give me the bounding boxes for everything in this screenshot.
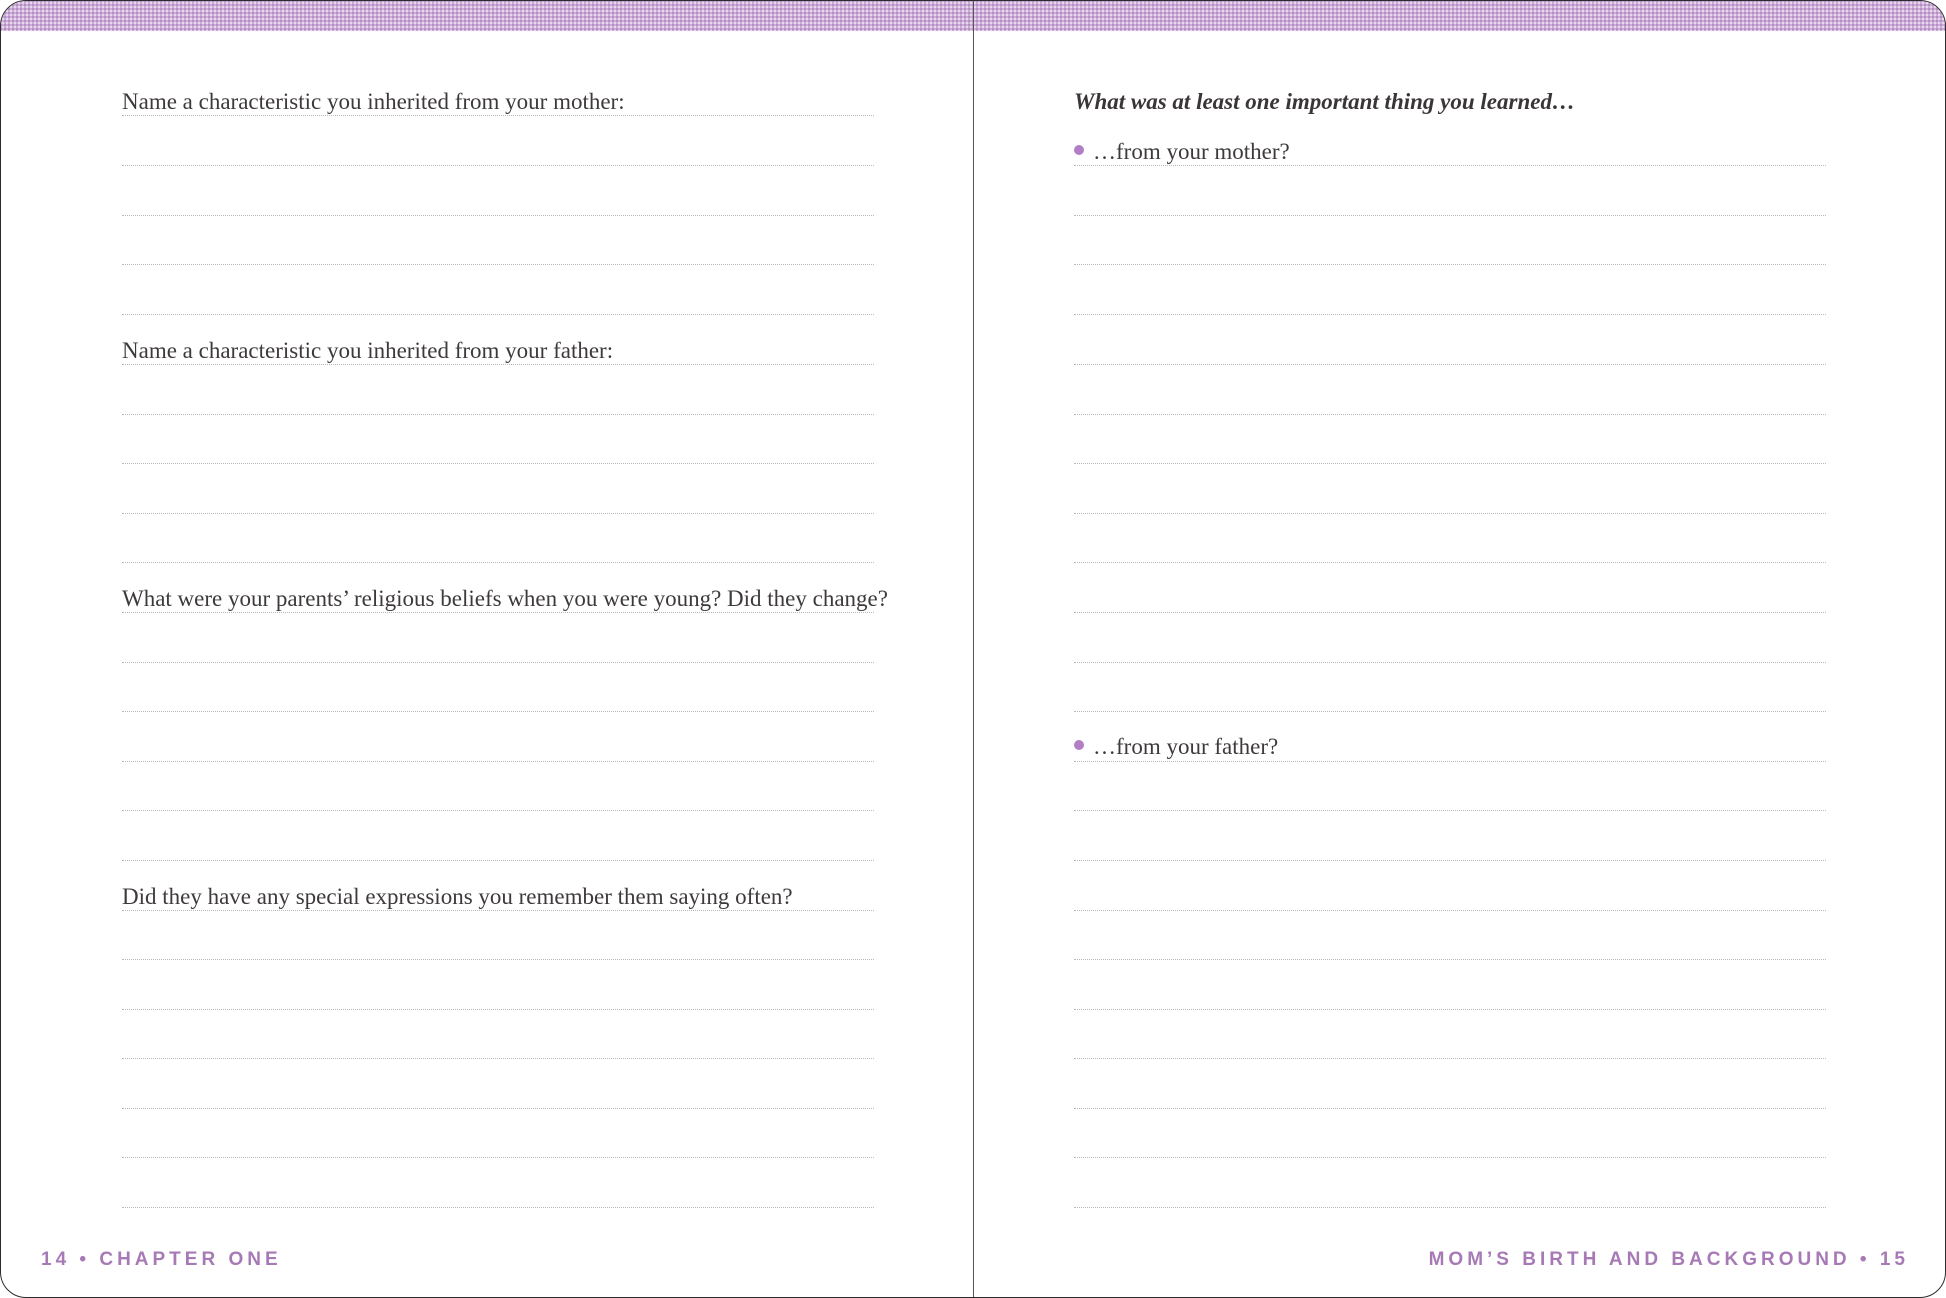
writing-line[interactable] (1074, 860, 1826, 861)
writing-line[interactable] (1074, 1108, 1826, 1109)
writing-line[interactable] (122, 910, 874, 911)
writing-line[interactable] (122, 513, 874, 514)
left-page-footer: 14 • CHAPTER ONE (41, 1249, 282, 1270)
writing-line[interactable] (122, 662, 874, 663)
left-page (122, 1, 888, 1297)
writing-line[interactable] (122, 463, 874, 464)
writing-line[interactable] (1074, 1009, 1826, 1010)
writing-line[interactable] (122, 165, 874, 166)
writing-line[interactable] (1074, 562, 1826, 563)
writing-line[interactable] (1074, 264, 1826, 265)
writing-line[interactable] (122, 612, 874, 613)
writing-line[interactable] (1074, 612, 1826, 613)
bullet-label: …from your father? (1093, 734, 1279, 759)
page-gutter (973, 1, 974, 1297)
bullet-dot-icon (1074, 740, 1084, 750)
writing-line[interactable] (1074, 463, 1826, 464)
writing-line[interactable] (122, 264, 874, 265)
writing-line[interactable] (1074, 662, 1826, 663)
writing-line[interactable] (1074, 1207, 1826, 1208)
writing-line[interactable] (122, 1157, 874, 1158)
writing-line[interactable] (122, 364, 874, 365)
writing-line[interactable] (122, 1207, 874, 1208)
writing-line[interactable] (1074, 810, 1826, 811)
writing-line[interactable] (1074, 364, 1826, 365)
writing-line[interactable] (1074, 910, 1826, 911)
writing-line[interactable] (1074, 1058, 1826, 1059)
writing-line[interactable] (1074, 314, 1826, 315)
writing-line[interactable] (1074, 1157, 1826, 1158)
writing-line[interactable] (122, 711, 874, 712)
writing-line[interactable] (1074, 959, 1826, 960)
writing-line[interactable] (122, 1009, 874, 1010)
writing-line[interactable] (122, 810, 874, 811)
bullet-from-father (1074, 734, 1278, 760)
writing-line[interactable] (122, 1058, 874, 1059)
writing-line[interactable] (122, 414, 874, 415)
prompt-special-expressions: Did they have any special expressions you remember them saying often? (122, 884, 793, 909)
prompt-mother-characteristic: Name a characteristic you inherited from your mother: (122, 89, 625, 114)
writing-line[interactable] (1074, 761, 1826, 762)
bullet-dot-icon (1074, 145, 1084, 155)
writing-line[interactable] (1074, 513, 1826, 514)
writing-line[interactable] (122, 115, 874, 116)
right-page (1074, 1, 1826, 1297)
writing-line[interactable] (1074, 165, 1826, 166)
writing-line[interactable] (122, 314, 874, 315)
bullet-from-mother (1074, 139, 1290, 165)
prompt-religious-beliefs: What were your parents’ religious beliefs when you were young? Did they change? (122, 586, 888, 611)
writing-line[interactable] (122, 1108, 874, 1109)
writing-line[interactable] (122, 959, 874, 960)
right-page-footer: MOM’S BIRTH AND BACKGROUND • 15 (1428, 1249, 1909, 1270)
bullet-label: …from your mother? (1093, 139, 1290, 164)
writing-line[interactable] (1074, 711, 1826, 712)
prompt-father-characteristic: Name a characteristic you inherited from your father: (122, 338, 614, 363)
writing-line[interactable] (122, 761, 874, 762)
writing-line[interactable] (122, 860, 874, 861)
right-heading: What was at least one important thing you learned… (1074, 89, 1575, 114)
writing-line[interactable] (1074, 414, 1826, 415)
writing-line[interactable] (122, 562, 874, 563)
writing-line[interactable] (1074, 215, 1826, 216)
writing-line[interactable] (122, 215, 874, 216)
